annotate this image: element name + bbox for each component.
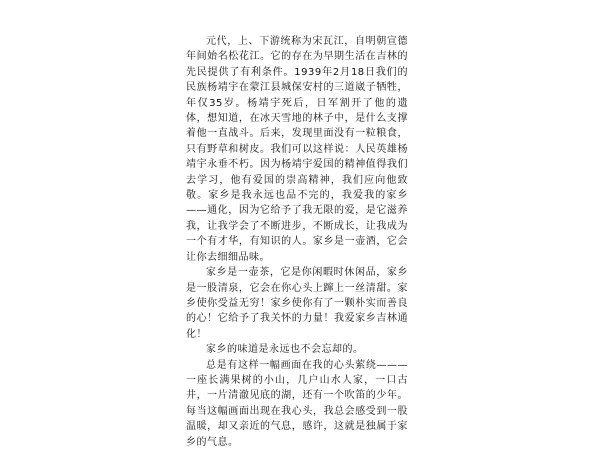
paragraph-4: 总是有这样一幅画面在我的心头萦绕———一座长满果树的小山，几户山水人家，一口古井，一片清澈见底的湖，还有一个吹笛的少年。每当这幅画面出现在我心头，我总会感受到一股温暖，却又亲近的气息，感许，这就是独属于家乡的气息。 [186,359,408,448]
paragraph-1: 元代，上、下游统称为宋瓦江，自明朝宣德年间始名松花江。它的存在为早期生活在吉林的先民提供了有利条件。1939年2月18日我们的民族杨靖宇在蒙江县城保安村的三道崴子牺牲，年仅35岁。杨靖宇死后，日军割开了他的遗体，想知道，在冰天雪地的林子中，是什么支撑着他一直战斗。后来，发现里面没有一粒粮食，只有野草和树皮。我们可以这样说：人民英雄杨靖宇永垂不朽。因为杨靖宇爱国的精神值得我们去学习，他有爱国的崇高精神，我们应向他致敬。家乡是我永远也品不完的，我爱我的家乡——通化，因为它给予了我无限的爱，是它滋养我，让我学会了不断进步，不断成长，让我成为一个有才华，有知识的人。家乡是一壶酒，它会让你去细细品味。 [186,36,408,263]
paragraph-3: 家乡的味道是永远也不会忘却的。 [206,344,364,356]
essay-text [186,34,408,450]
paragraph-2: 家乡是一壶茶，它是你闲暇时休闲品，家乡是一股清泉，它会在你心头上蹿上一丝清甜。家乡使你受益无穷！家乡使你有了一颗朴实而善良的心！它给予了我关怀的力量！我爱家乡吉林通化！ [186,267,408,340]
